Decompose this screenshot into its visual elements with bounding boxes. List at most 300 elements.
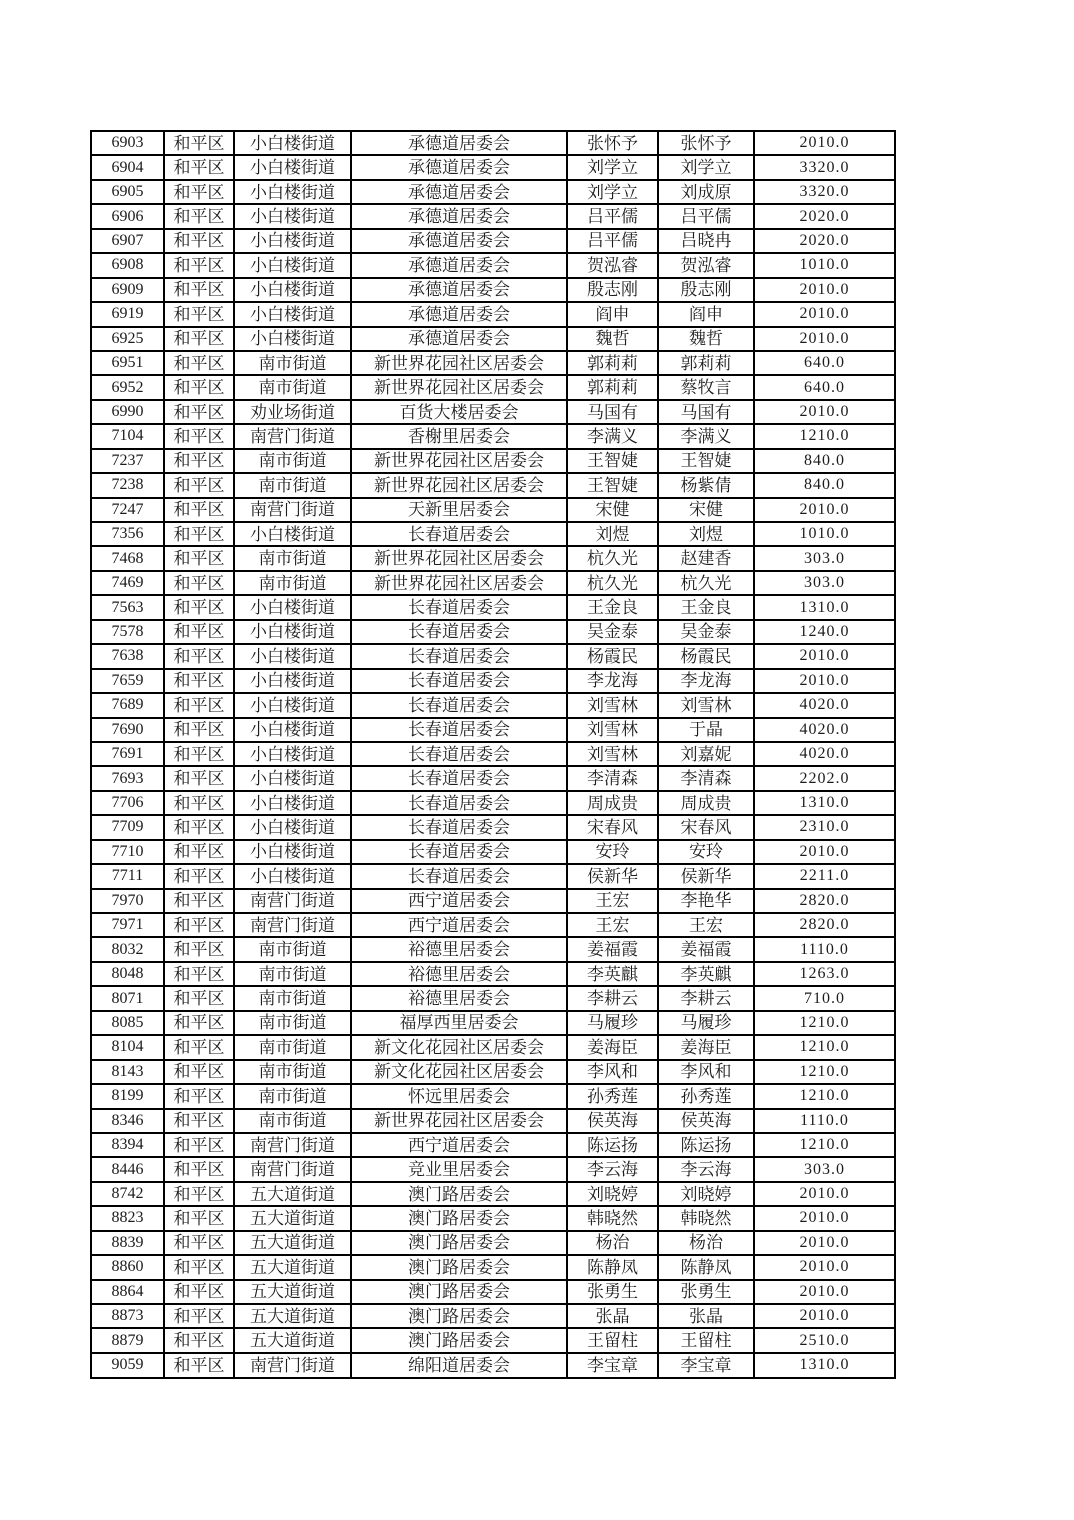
cell-street: 小白楼街道 — [234, 253, 351, 277]
cell-street: 南营门街道 — [234, 1157, 351, 1181]
cell-id: 7469 — [91, 571, 164, 595]
cell-street: 南市街道 — [234, 937, 351, 961]
cell-amount: 2010.0 — [754, 1304, 895, 1328]
cell-committee: 承德道居委会 — [351, 278, 567, 302]
cell-payee: 姜海臣 — [658, 1035, 754, 1059]
cell-name: 王金良 — [567, 595, 658, 619]
records-table — [90, 130, 896, 1379]
cell-id: 7970 — [91, 889, 164, 913]
cell-amount: 2010.0 — [754, 1182, 895, 1206]
cell-amount: 1310.0 — [754, 595, 895, 619]
cell-name: 刘雪林 — [567, 718, 658, 742]
cell-district: 和平区 — [164, 1182, 234, 1206]
cell-id: 7691 — [91, 742, 164, 766]
cell-id: 7709 — [91, 815, 164, 839]
cell-committee: 新世界花园社区居委会 — [351, 546, 567, 570]
cell-name: 阎申 — [567, 302, 658, 326]
table-row — [91, 815, 895, 839]
cell-committee: 长春道居委会 — [351, 693, 567, 717]
cell-district: 和平区 — [164, 229, 234, 253]
table-row — [91, 1328, 895, 1352]
cell-id: 7578 — [91, 620, 164, 644]
cell-name: 杨治 — [567, 1231, 658, 1255]
cell-id: 8860 — [91, 1255, 164, 1279]
cell-district: 和平区 — [164, 1035, 234, 1059]
cell-district: 和平区 — [164, 131, 234, 155]
cell-district: 和平区 — [164, 1084, 234, 1108]
cell-name: 安玲 — [567, 840, 658, 864]
cell-committee: 裕德里居委会 — [351, 937, 567, 961]
cell-payee: 孙秀莲 — [658, 1084, 754, 1108]
cell-name: 魏哲 — [567, 327, 658, 351]
cell-payee: 蔡牧言 — [658, 375, 754, 399]
cell-district: 和平区 — [164, 889, 234, 913]
cell-amount: 1310.0 — [754, 1353, 895, 1378]
cell-amount: 2202.0 — [754, 766, 895, 790]
cell-name: 李风和 — [567, 1060, 658, 1084]
cell-name: 刘学立 — [567, 155, 658, 179]
cell-payee: 周成贵 — [658, 791, 754, 815]
cell-district: 和平区 — [164, 204, 234, 228]
cell-payee: 张晶 — [658, 1304, 754, 1328]
cell-id: 7468 — [91, 546, 164, 570]
cell-amount: 1010.0 — [754, 522, 895, 546]
cell-committee: 澳门路居委会 — [351, 1280, 567, 1304]
cell-street: 小白楼街道 — [234, 669, 351, 693]
cell-payee: 侯英海 — [658, 1109, 754, 1133]
cell-committee: 新世界花园社区居委会 — [351, 571, 567, 595]
table-row — [91, 766, 895, 790]
cell-street: 小白楼街道 — [234, 742, 351, 766]
cell-district: 和平区 — [164, 1280, 234, 1304]
table-row — [91, 498, 895, 522]
cell-name: 侯新华 — [567, 864, 658, 888]
cell-street: 五大道街道 — [234, 1231, 351, 1255]
cell-committee: 澳门路居委会 — [351, 1182, 567, 1206]
cell-payee: 刘嘉妮 — [658, 742, 754, 766]
cell-payee: 王金良 — [658, 595, 754, 619]
cell-district: 和平区 — [164, 278, 234, 302]
cell-payee: 刘晓婷 — [658, 1182, 754, 1206]
cell-street: 小白楼街道 — [234, 204, 351, 228]
cell-payee: 李风和 — [658, 1060, 754, 1084]
cell-street: 小白楼街道 — [234, 327, 351, 351]
cell-committee: 承德道居委会 — [351, 204, 567, 228]
cell-name: 王宏 — [567, 889, 658, 913]
cell-id: 7104 — [91, 424, 164, 448]
cell-id: 7690 — [91, 718, 164, 742]
cell-name: 王宏 — [567, 913, 658, 937]
cell-street: 小白楼街道 — [234, 229, 351, 253]
cell-id: 8879 — [91, 1328, 164, 1352]
cell-street: 小白楼街道 — [234, 766, 351, 790]
cell-name: 陈静凤 — [567, 1255, 658, 1279]
cell-name: 王留柱 — [567, 1328, 658, 1352]
table-row — [91, 571, 895, 595]
cell-payee: 阎申 — [658, 302, 754, 326]
cell-committee: 承德道居委会 — [351, 180, 567, 204]
cell-street: 南营门街道 — [234, 1353, 351, 1378]
cell-payee: 刘学立 — [658, 155, 754, 179]
cell-id: 7638 — [91, 644, 164, 668]
cell-district: 和平区 — [164, 1255, 234, 1279]
cell-id: 7710 — [91, 840, 164, 864]
table-row — [91, 840, 895, 864]
cell-id: 7711 — [91, 864, 164, 888]
cell-committee: 承德道居委会 — [351, 253, 567, 277]
cell-name: 李龙海 — [567, 669, 658, 693]
cell-id: 8104 — [91, 1035, 164, 1059]
cell-street: 南营门街道 — [234, 498, 351, 522]
cell-id: 8085 — [91, 1011, 164, 1035]
cell-committee: 新文化花园社区居委会 — [351, 1035, 567, 1059]
cell-district: 和平区 — [164, 400, 234, 424]
cell-district: 和平区 — [164, 546, 234, 570]
cell-district: 和平区 — [164, 669, 234, 693]
cell-amount: 1010.0 — [754, 253, 895, 277]
cell-district: 和平区 — [164, 522, 234, 546]
cell-street: 南市街道 — [234, 351, 351, 375]
cell-district: 和平区 — [164, 1060, 234, 1084]
cell-district: 和平区 — [164, 864, 234, 888]
cell-amount: 1263.0 — [754, 962, 895, 986]
cell-amount: 2010.0 — [754, 669, 895, 693]
table-row — [91, 1206, 895, 1230]
cell-id: 8823 — [91, 1206, 164, 1230]
cell-id: 8199 — [91, 1084, 164, 1108]
cell-street: 小白楼街道 — [234, 644, 351, 668]
cell-id: 6951 — [91, 351, 164, 375]
table-row — [91, 1304, 895, 1328]
cell-name: 刘煜 — [567, 522, 658, 546]
cell-id: 7247 — [91, 498, 164, 522]
cell-committee: 承德道居委会 — [351, 131, 567, 155]
cell-amount: 2010.0 — [754, 131, 895, 155]
cell-id: 8864 — [91, 1280, 164, 1304]
table-row — [91, 180, 895, 204]
cell-district: 和平区 — [164, 1304, 234, 1328]
cell-committee: 新世界花园社区居委会 — [351, 375, 567, 399]
cell-payee: 张勇生 — [658, 1280, 754, 1304]
table-row — [91, 986, 895, 1010]
table-row — [91, 791, 895, 815]
cell-committee: 承德道居委会 — [351, 229, 567, 253]
cell-payee: 杨紫倩 — [658, 473, 754, 497]
cell-committee: 长春道居委会 — [351, 766, 567, 790]
cell-district: 和平区 — [164, 791, 234, 815]
cell-payee: 韩晓然 — [658, 1206, 754, 1230]
cell-amount: 2010.0 — [754, 1231, 895, 1255]
cell-payee: 李龙海 — [658, 669, 754, 693]
table-row — [91, 449, 895, 473]
cell-street: 南市街道 — [234, 1060, 351, 1084]
cell-street: 南营门街道 — [234, 889, 351, 913]
cell-street: 小白楼街道 — [234, 522, 351, 546]
cell-payee: 宋春风 — [658, 815, 754, 839]
cell-committee: 长春道居委会 — [351, 522, 567, 546]
cell-name: 刘雪林 — [567, 693, 658, 717]
cell-name: 刘学立 — [567, 180, 658, 204]
table-row — [91, 595, 895, 619]
cell-payee: 贺泓睿 — [658, 253, 754, 277]
cell-payee: 李艳华 — [658, 889, 754, 913]
cell-payee: 李英麒 — [658, 962, 754, 986]
cell-amount: 4020.0 — [754, 718, 895, 742]
table-row — [91, 1353, 895, 1378]
cell-id: 9059 — [91, 1353, 164, 1378]
cell-committee: 澳门路居委会 — [351, 1206, 567, 1230]
cell-committee: 竞业里居委会 — [351, 1157, 567, 1181]
cell-id: 8873 — [91, 1304, 164, 1328]
cell-amount: 2010.0 — [754, 327, 895, 351]
cell-name: 马履珍 — [567, 1011, 658, 1035]
cell-payee: 赵建香 — [658, 546, 754, 570]
table-row — [91, 278, 895, 302]
cell-committee: 裕德里居委会 — [351, 962, 567, 986]
cell-amount: 1210.0 — [754, 1060, 895, 1084]
table-row — [91, 546, 895, 570]
cell-district: 和平区 — [164, 1133, 234, 1157]
cell-amount: 303.0 — [754, 571, 895, 595]
cell-street: 五大道街道 — [234, 1280, 351, 1304]
cell-committee: 澳门路居委会 — [351, 1231, 567, 1255]
cell-id: 8839 — [91, 1231, 164, 1255]
cell-district: 和平区 — [164, 327, 234, 351]
cell-payee: 李宝章 — [658, 1353, 754, 1378]
cell-committee: 新文化花园社区居委会 — [351, 1060, 567, 1084]
cell-id: 8446 — [91, 1157, 164, 1181]
cell-district: 和平区 — [164, 1157, 234, 1181]
cell-street: 南营门街道 — [234, 424, 351, 448]
cell-id: 7706 — [91, 791, 164, 815]
cell-street: 劝业场街道 — [234, 400, 351, 424]
cell-id: 8071 — [91, 986, 164, 1010]
table-row — [91, 718, 895, 742]
cell-district: 和平区 — [164, 498, 234, 522]
cell-name: 李云海 — [567, 1157, 658, 1181]
cell-name: 杭久光 — [567, 571, 658, 595]
cell-payee: 李清森 — [658, 766, 754, 790]
cell-district: 和平区 — [164, 571, 234, 595]
cell-id: 6907 — [91, 229, 164, 253]
table-row — [91, 1109, 895, 1133]
cell-district: 和平区 — [164, 155, 234, 179]
cell-payee: 刘雪林 — [658, 693, 754, 717]
cell-committee: 西宁道居委会 — [351, 889, 567, 913]
cell-payee: 殷志刚 — [658, 278, 754, 302]
cell-street: 五大道街道 — [234, 1182, 351, 1206]
cell-payee: 刘煜 — [658, 522, 754, 546]
cell-district: 和平区 — [164, 1353, 234, 1378]
table-row — [91, 302, 895, 326]
cell-amount: 2820.0 — [754, 913, 895, 937]
cell-name: 殷志刚 — [567, 278, 658, 302]
cell-amount: 2010.0 — [754, 1255, 895, 1279]
cell-payee: 张怀予 — [658, 131, 754, 155]
cell-district: 和平区 — [164, 644, 234, 668]
cell-amount: 4020.0 — [754, 742, 895, 766]
table-row — [91, 424, 895, 448]
cell-name: 贺泓睿 — [567, 253, 658, 277]
cell-name: 周成贵 — [567, 791, 658, 815]
cell-district: 和平区 — [164, 962, 234, 986]
cell-id: 7237 — [91, 449, 164, 473]
cell-payee: 姜福霞 — [658, 937, 754, 961]
cell-name: 宋健 — [567, 498, 658, 522]
cell-id: 6905 — [91, 180, 164, 204]
cell-amount: 2010.0 — [754, 498, 895, 522]
cell-district: 和平区 — [164, 620, 234, 644]
cell-committee: 长春道居委会 — [351, 815, 567, 839]
cell-name: 杨霞民 — [567, 644, 658, 668]
cell-amount: 2211.0 — [754, 864, 895, 888]
cell-name: 吕平儒 — [567, 204, 658, 228]
cell-street: 小白楼街道 — [234, 718, 351, 742]
cell-amount: 2010.0 — [754, 400, 895, 424]
cell-id: 7693 — [91, 766, 164, 790]
cell-payee: 陈运扬 — [658, 1133, 754, 1157]
cell-amount: 840.0 — [754, 473, 895, 497]
cell-district: 和平区 — [164, 595, 234, 619]
cell-amount: 1210.0 — [754, 1084, 895, 1108]
cell-id: 7659 — [91, 669, 164, 693]
table-row — [91, 375, 895, 399]
cell-name: 马国有 — [567, 400, 658, 424]
cell-amount: 1210.0 — [754, 1011, 895, 1035]
cell-id: 6952 — [91, 375, 164, 399]
cell-id: 7689 — [91, 693, 164, 717]
cell-street: 小白楼街道 — [234, 620, 351, 644]
cell-district: 和平区 — [164, 840, 234, 864]
cell-committee: 西宁道居委会 — [351, 913, 567, 937]
cell-id: 6925 — [91, 327, 164, 351]
cell-amount: 1110.0 — [754, 937, 895, 961]
table-row — [91, 1084, 895, 1108]
cell-street: 小白楼街道 — [234, 815, 351, 839]
cell-committee: 怀远里居委会 — [351, 1084, 567, 1108]
cell-amount: 2020.0 — [754, 204, 895, 228]
table-row — [91, 864, 895, 888]
cell-committee: 绵阳道居委会 — [351, 1353, 567, 1378]
cell-amount: 3320.0 — [754, 180, 895, 204]
cell-payee: 宋健 — [658, 498, 754, 522]
cell-name: 姜福霞 — [567, 937, 658, 961]
cell-id: 7238 — [91, 473, 164, 497]
cell-district: 和平区 — [164, 1109, 234, 1133]
cell-name: 韩晓然 — [567, 1206, 658, 1230]
cell-street: 南市街道 — [234, 546, 351, 570]
cell-district: 和平区 — [164, 180, 234, 204]
cell-name: 张勇生 — [567, 1280, 658, 1304]
cell-district: 和平区 — [164, 986, 234, 1010]
cell-street: 南市街道 — [234, 375, 351, 399]
cell-id: 6903 — [91, 131, 164, 155]
cell-amount: 1110.0 — [754, 1109, 895, 1133]
cell-name: 李满义 — [567, 424, 658, 448]
cell-street: 南市街道 — [234, 1035, 351, 1059]
cell-committee: 承德道居委会 — [351, 302, 567, 326]
cell-committee: 澳门路居委会 — [351, 1328, 567, 1352]
cell-committee: 天新里居委会 — [351, 498, 567, 522]
cell-district: 和平区 — [164, 424, 234, 448]
cell-amount: 640.0 — [754, 351, 895, 375]
cell-payee: 吴金泰 — [658, 620, 754, 644]
cell-committee: 西宁道居委会 — [351, 1133, 567, 1157]
table-row — [91, 742, 895, 766]
cell-payee: 李云海 — [658, 1157, 754, 1181]
cell-name: 刘雪林 — [567, 742, 658, 766]
table-row — [91, 962, 895, 986]
cell-name: 孙秀莲 — [567, 1084, 658, 1108]
cell-street: 南市街道 — [234, 473, 351, 497]
table-row — [91, 351, 895, 375]
table-row — [91, 669, 895, 693]
cell-id: 7563 — [91, 595, 164, 619]
cell-committee: 新世界花园社区居委会 — [351, 351, 567, 375]
cell-amount: 2010.0 — [754, 302, 895, 326]
cell-amount: 840.0 — [754, 449, 895, 473]
cell-amount: 640.0 — [754, 375, 895, 399]
cell-id: 6919 — [91, 302, 164, 326]
cell-committee: 长春道居委会 — [351, 791, 567, 815]
cell-district: 和平区 — [164, 815, 234, 839]
cell-payee: 李满义 — [658, 424, 754, 448]
cell-name: 张晶 — [567, 1304, 658, 1328]
cell-name: 刘晓婷 — [567, 1182, 658, 1206]
cell-amount: 2010.0 — [754, 1280, 895, 1304]
cell-committee: 百货大楼居委会 — [351, 400, 567, 424]
cell-name: 陈运扬 — [567, 1133, 658, 1157]
cell-district: 和平区 — [164, 302, 234, 326]
cell-street: 小白楼街道 — [234, 180, 351, 204]
cell-committee: 长春道居委会 — [351, 620, 567, 644]
cell-payee: 刘成原 — [658, 180, 754, 204]
cell-street: 五大道街道 — [234, 1328, 351, 1352]
cell-district: 和平区 — [164, 1328, 234, 1352]
table-row — [91, 253, 895, 277]
cell-amount: 1240.0 — [754, 620, 895, 644]
cell-id: 6904 — [91, 155, 164, 179]
cell-committee: 澳门路居委会 — [351, 1255, 567, 1279]
table-body — [91, 131, 895, 1378]
cell-payee: 于晶 — [658, 718, 754, 742]
cell-payee: 王留柱 — [658, 1328, 754, 1352]
table-row — [91, 204, 895, 228]
table-row — [91, 913, 895, 937]
cell-district: 和平区 — [164, 449, 234, 473]
cell-payee: 李耕云 — [658, 986, 754, 1010]
cell-name: 王智婕 — [567, 473, 658, 497]
table-row — [91, 1231, 895, 1255]
cell-name: 李宝章 — [567, 1353, 658, 1378]
table-row — [91, 1255, 895, 1279]
cell-district: 和平区 — [164, 1231, 234, 1255]
cell-street: 小白楼街道 — [234, 864, 351, 888]
cell-name: 吕平儒 — [567, 229, 658, 253]
table-row — [91, 131, 895, 155]
cell-street: 小白楼街道 — [234, 595, 351, 619]
cell-street: 南市街道 — [234, 1084, 351, 1108]
cell-id: 8048 — [91, 962, 164, 986]
cell-payee: 魏哲 — [658, 327, 754, 351]
cell-street: 小白楼街道 — [234, 278, 351, 302]
cell-street: 南市街道 — [234, 571, 351, 595]
table-row — [91, 229, 895, 253]
cell-name: 侯英海 — [567, 1109, 658, 1133]
cell-district: 和平区 — [164, 375, 234, 399]
cell-payee: 杭久光 — [658, 571, 754, 595]
cell-payee: 安玲 — [658, 840, 754, 864]
